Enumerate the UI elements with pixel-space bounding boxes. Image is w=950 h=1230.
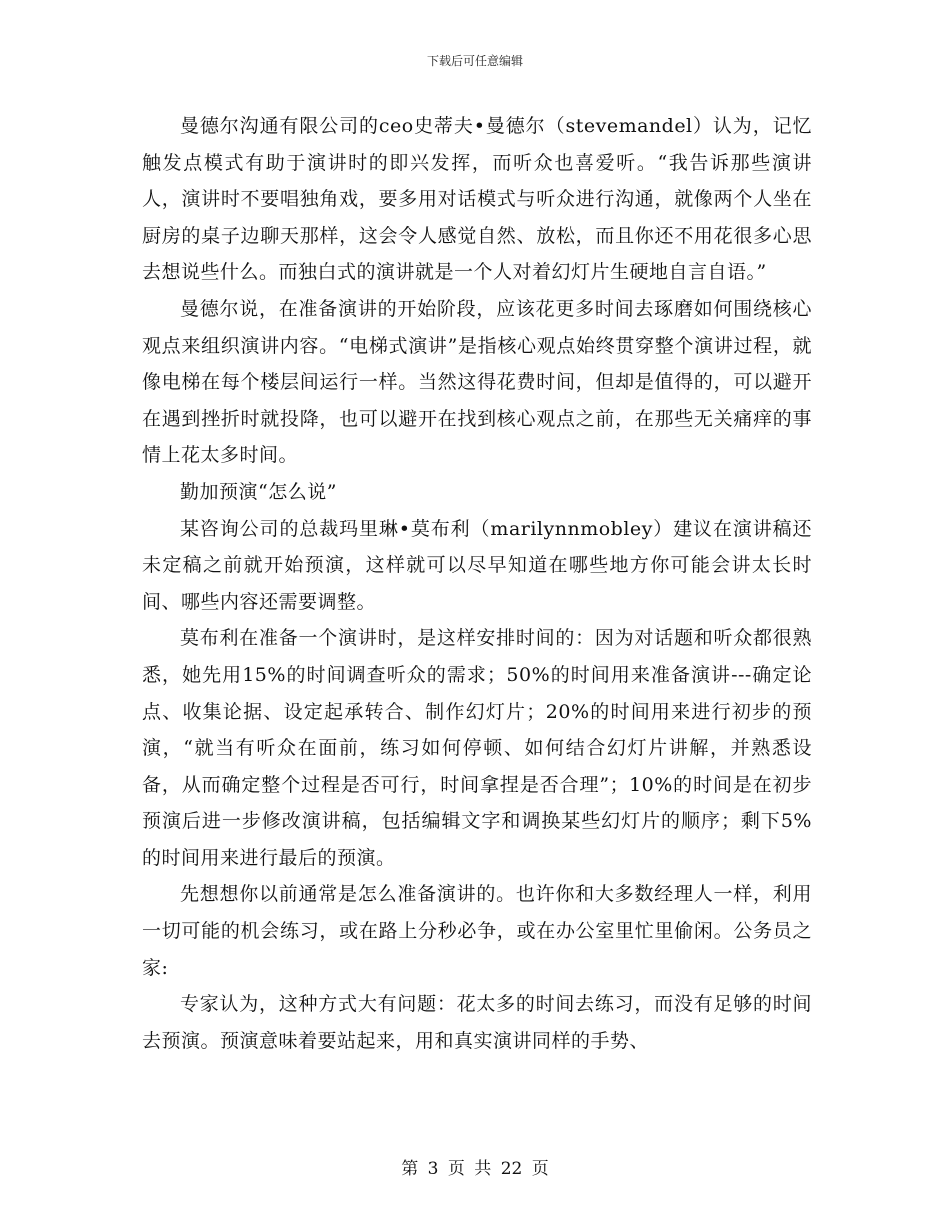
page-number: 第 3 页 共 22 页: [401, 1159, 549, 1179]
section-heading-rehearse: 勤加预演“怎么说”: [180, 480, 337, 503]
paragraph-mandel-quote: 曼德尔沟通有限公司的ceo史蒂夫•曼德尔（stevemandel）认为，记忆触发点模式有助于演讲时的即兴发挥，而听众也喜爱听。“我告诉那些演讲人，演讲时不要唱独角戏，要多用对话模式与听众进行沟通，就像两个人坐在厨房的桌子边聊天那样，这会令人感觉自然、放松，而且你还不用花很多心思去想说些什么。而独白式的演讲就是一个人对着幻灯片生硬地自言自语。”: [142, 115, 812, 284]
page-header: 下载后可任意编辑: [426, 54, 523, 68]
paragraph-time-allocation: 莫布利在准备一个演讲时，是这样安排时间的：因为对话题和听众都很熟悉，她先用15%的时间调查听众的需求；50%的时间用来准备演讲---确定论点、收集论据、设定起承转合、制作幻灯片；20%的时间用来进行初步的预演，“就当有听众在面前，练习如何停顿、如何结合幻灯片讲解，并熟悉设备，从而确定整个过程是否可行，时间拿捏是否合理”；10%的时间是在初步预演后进一步修改演讲稿，包括编辑文字和调换某些幻灯片的顺序；剩下5%的时间用来进行最后的预演。: [142, 627, 812, 869]
paragraph-expert-view: 专家认为，这种方式大有问题：花太多的时间去练习，而没有足够的时间去预演。预演意味着要站起来，用和真实演讲同样的手势、: [142, 993, 812, 1052]
paragraph-past-preparation: 先想想你以前通常是怎么准备演讲的。也许你和大多数经理人一样，利用一切可能的机会练习，或在路上分秒必争，或在办公室里忙里偷闲。公务员之家:: [142, 883, 812, 979]
paragraph-mobley-advice: 某咨询公司的总裁玛里琳•莫布利（marilynnmobley）建议在演讲稿还未定稿之前就开始预演，这样就可以尽早知道在哪些地方你可能会讲太长时间、哪些内容还需要调整。: [142, 517, 812, 613]
paragraph-elevator-speech: 曼德尔说，在准备演讲的开始阶段，应该花更多时间去琢磨如何围绕核心观点来组织演讲内容。“电梯式演讲”是指核心观点始终贯穿整个演讲过程，就像电梯在每个楼层间运行一样。当然这得花费时间，但却是值得的，可以避开在遇到挫折时就投降，也可以避开在找到核心观点之前，在那些无关痛痒的事情上花太多时间。: [142, 297, 812, 467]
document-body: [142, 108, 812, 1059]
